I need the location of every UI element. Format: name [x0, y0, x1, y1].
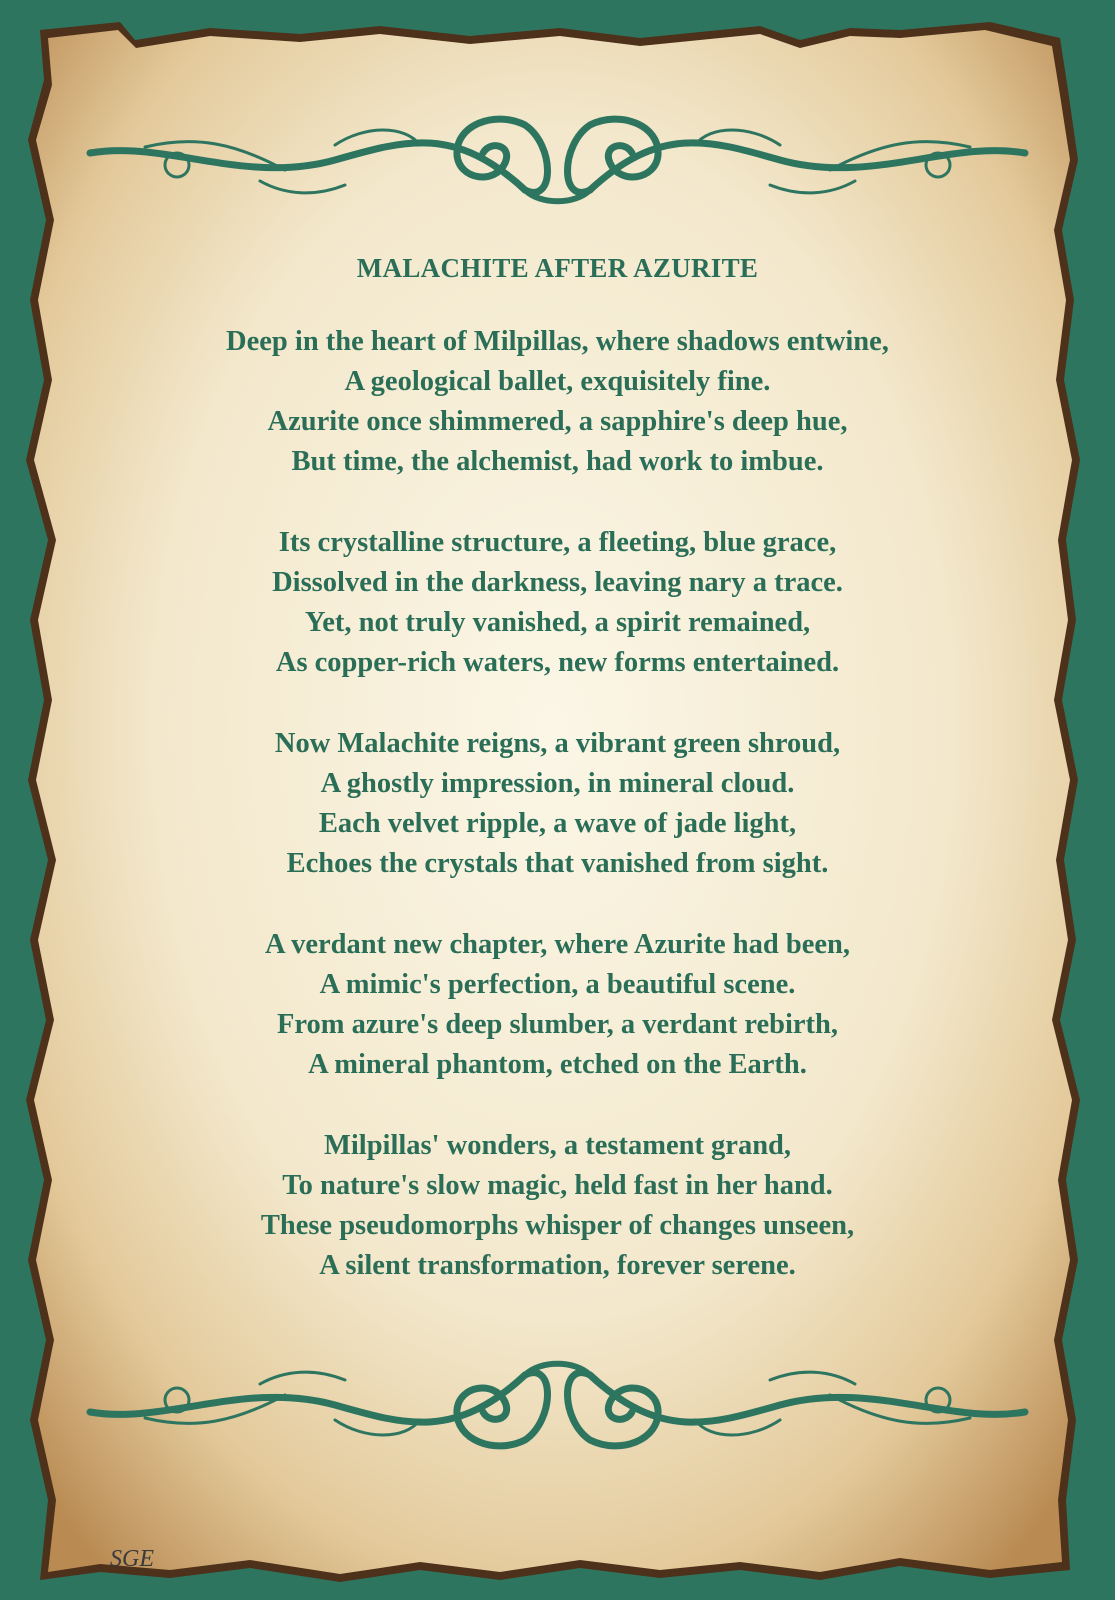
- poem-line: A geological ballet, exquisitely fine.: [344, 366, 771, 397]
- poem-line: Deep in the heart of Milpillas, where shadows entwine,: [226, 326, 889, 357]
- poem-line: A mineral phantom, etched on the Earth.: [308, 1049, 807, 1080]
- poem-stanza: [0, 925, 1115, 1085]
- poem-line: Dissolved in the darkness, leaving nary a trace.: [272, 567, 843, 598]
- poem-line: Milpillas' wonders, a testament grand,: [323, 1130, 792, 1161]
- poem-line: As copper-rich waters, new forms entertained.: [275, 647, 840, 678]
- poem-stanza: [0, 523, 1115, 683]
- poem-line: Yet, not truly vanished, a spirit remained,: [304, 607, 811, 638]
- poem-line: Now Malachite reigns, a vibrant green shroud,: [274, 728, 841, 759]
- poem-line: From azure's deep slumber, a verdant rebirth,: [277, 1009, 838, 1040]
- swirl-flourish-icon: [85, 1340, 1030, 1480]
- poem-line: To nature's slow magic, held fast in her hand.: [282, 1170, 833, 1201]
- poem-stanzas: [0, 322, 1115, 1286]
- poem-line: A verdant new chapter, where Azurite had been,: [264, 929, 850, 960]
- poem-line: Echoes the crystals that vanished from sight.: [286, 848, 829, 879]
- poem-line: A mimic's perfection, a beautiful scene.: [319, 969, 796, 1000]
- poem-stanza: [0, 724, 1115, 884]
- poem-line: But time, the alchemist, had work to imbue.: [291, 446, 824, 477]
- poem-line: Its crystalline structure, a fleeting, blue grace,: [278, 527, 837, 558]
- poem-line: Each velvet ripple, a wave of jade light,: [318, 808, 797, 839]
- poem-line: A silent transformation, forever serene.: [319, 1250, 796, 1281]
- poem-line: These pseudomorphs whisper of changes unseen,: [260, 1210, 855, 1241]
- poem-line: Azurite once shimmered, a sapphire's deep hue,: [267, 406, 848, 437]
- poem-stanza: [0, 322, 1115, 482]
- poem-line: A ghostly impression, in mineral cloud.: [320, 768, 795, 799]
- author-signature: SGE: [110, 1546, 154, 1572]
- poem-stanza: [0, 1126, 1115, 1286]
- swirl-flourish-icon: [85, 85, 1030, 225]
- poem-title: MALACHITE AFTER AZURITE: [356, 253, 759, 283]
- poem-body: [0, 250, 1115, 1327]
